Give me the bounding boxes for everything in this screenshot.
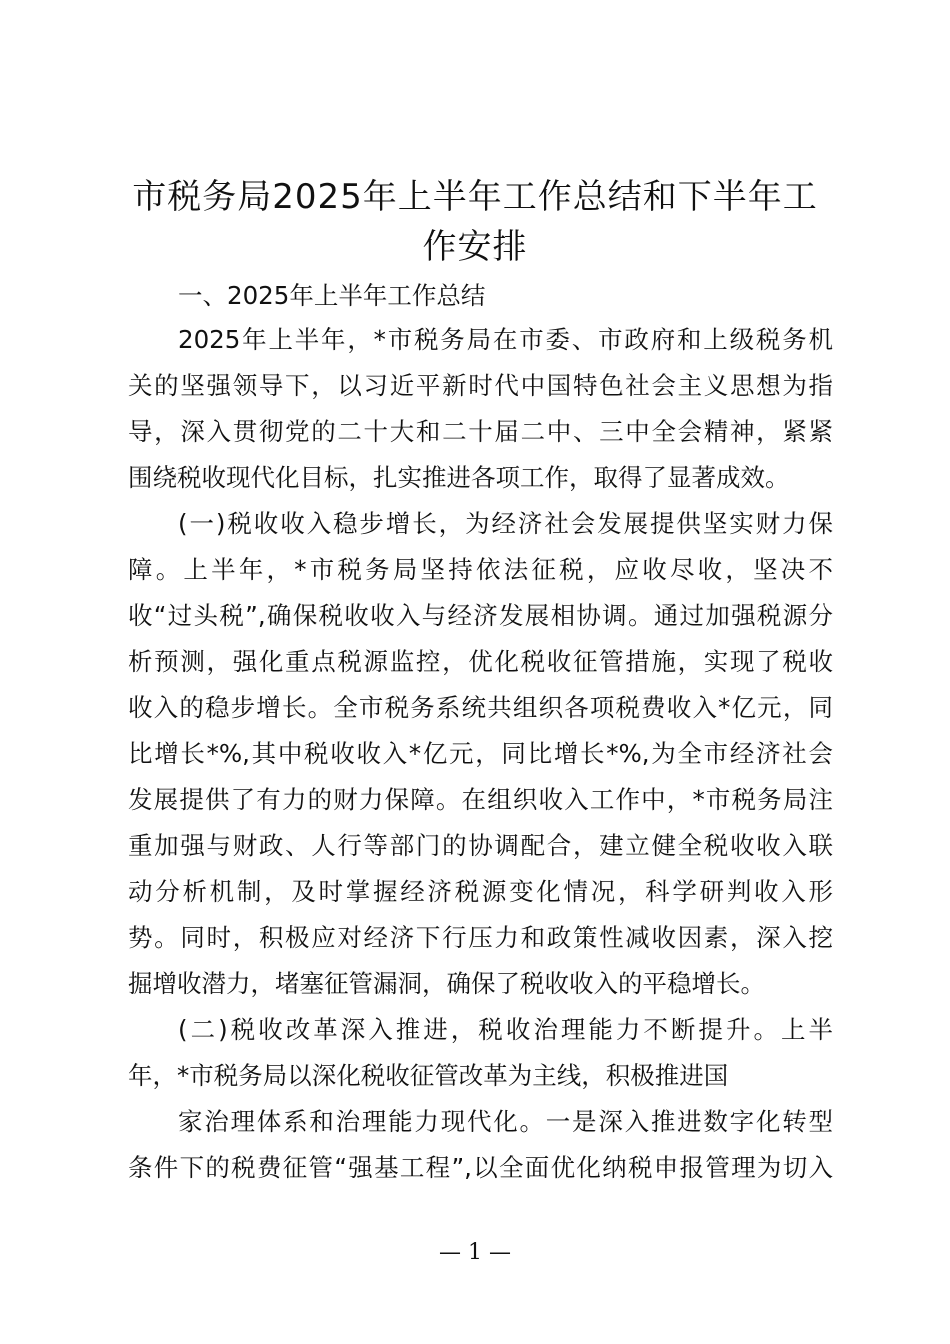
body-line: 收“过头税”,确保税收收入与经济发展相协调。通过加强税源分	[128, 601, 833, 630]
body-line: 析预测，强化重点税源监控，优化税收征管措施，实现了税收	[128, 647, 833, 676]
body-line: 年，*市税务局以深化税收征管改革为主线，积极推进国	[128, 1061, 729, 1090]
body-line: 收入的稳步增长。全市税务系统共组织各项税费收入*亿元，同	[128, 693, 833, 722]
body-line: 发展提供了有力的财力保障。在组织收入工作中，*市税务局注	[128, 785, 833, 814]
page-number: — 1 —	[439, 1240, 511, 1265]
document-title-line-1: 市税务局2025年上半年工作总结和下半年工	[132, 177, 818, 217]
subsection-heading-1: (一)税收收入稳步增长，为经济社会发展提供坚实财力保	[178, 509, 833, 538]
subsection-heading-2: (二)税收改革深入推进，税收治理能力不断提升。上半	[178, 1015, 833, 1044]
body-line: 比增长*%,其中税收收入*亿元，同比增长*%,为全市经济社会	[128, 739, 833, 768]
body-line: 家治理体系和治理能力现代化。一是深入推进数字化转型	[178, 1107, 833, 1136]
section-heading: 一、2025年上半年工作总结	[178, 281, 486, 310]
body-line: 2025年上半年，*市税务局在市委、市政府和上级税务机	[178, 325, 833, 354]
body-line: 势。同时，积极应对经济下行压力和政策性减收因素，深入挖	[128, 923, 833, 952]
body-line: 重加强与财政、人行等部门的协调配合，建立健全税收收入联	[128, 831, 833, 860]
body-line: 动分析机制，及时掌握经济税源变化情况，科学研判收入形	[128, 877, 833, 906]
body-line: 围绕税收现代化目标，扎实推进各项工作，取得了显著成效。	[128, 463, 790, 492]
body-line: 障。上半年，*市税务局坚持依法征税，应收尽收，坚决不	[128, 555, 833, 584]
body-line: 条件下的税费征管“强基工程”,以全面优化纳税申报管理为切入	[128, 1153, 833, 1182]
document-title-line-2: 作安排	[422, 227, 528, 267]
body-line: 关的坚强领导下，以习近平新时代中国特色社会主义思想为指	[128, 371, 833, 400]
body-line: 掘增收潜力，堵塞征管漏洞，确保了税收收入的平稳增长。	[128, 969, 765, 998]
body-line: 导，深入贯彻党的二十大和二十届二中、三中全会精神，紧紧	[128, 417, 833, 446]
